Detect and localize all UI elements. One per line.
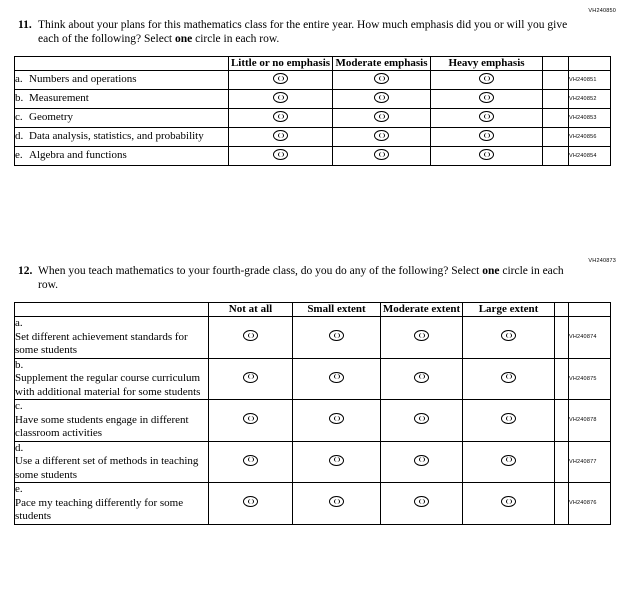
row-letter: b. — [15, 358, 24, 371]
question-12-corner-id: VH240873 — [588, 258, 616, 264]
row-label-geometry — [15, 109, 229, 128]
radio-bubble-icon[interactable] — [329, 455, 344, 466]
row-letter: a. — [15, 73, 23, 86]
option-moderate-emphasis[interactable] — [333, 71, 431, 90]
table-row — [15, 90, 611, 109]
option-moderate-extent[interactable] — [381, 317, 463, 359]
radio-bubble-icon[interactable] — [243, 496, 258, 507]
row-letter: c. — [15, 400, 23, 412]
radio-bubble-icon[interactable] — [243, 372, 258, 383]
row-label-pace-my-teaching-differently — [15, 483, 209, 525]
option-small-extent[interactable] — [293, 317, 381, 359]
row-label-text: Supplement the regular course curriculum with additional material for some students — [15, 372, 201, 398]
question-11-table — [14, 56, 611, 166]
question-11-text-part2: circle in each row. — [192, 33, 280, 45]
radio-bubble-icon[interactable] — [501, 413, 516, 424]
option-moderate-extent[interactable] — [381, 358, 463, 400]
radio-bubble-icon[interactable] — [329, 372, 344, 383]
row-label-text: Set different achievement standards for some students — [15, 330, 188, 356]
option-small-extent[interactable] — [293, 358, 381, 400]
row-trailing-cell — [543, 71, 569, 90]
row-item-id: VH240853 — [569, 109, 611, 128]
option-small-extent[interactable] — [293, 441, 381, 483]
row-item-id: VH240875 — [569, 358, 611, 400]
row-label-text: Numbers and operations — [29, 73, 137, 86]
option-heavy-emphasis[interactable] — [431, 109, 543, 128]
question-11-text — [38, 18, 610, 46]
row-trailing-cell — [555, 317, 569, 359]
option-little-or-no-emphasis[interactable] — [229, 90, 333, 109]
header-blank-cell — [15, 57, 229, 71]
row-item-id: VH240854 — [569, 147, 611, 166]
row-label-use-a-different-set-of-methods — [15, 441, 209, 483]
table-row — [15, 71, 611, 90]
row-letter: b. — [15, 92, 24, 105]
option-not-at-all[interactable] — [209, 441, 293, 483]
row-label-text: Pace my teaching differently for some students — [15, 496, 184, 522]
table-row — [15, 128, 611, 147]
radio-bubble-icon[interactable] — [329, 330, 344, 341]
row-label-text: Geometry — [29, 111, 73, 124]
header-id-spacer — [569, 303, 611, 317]
row-letter: e. — [15, 149, 23, 162]
column-header-moderate-extent: Moderate extent — [381, 303, 463, 317]
row-label-text: Measurement — [29, 92, 89, 105]
row-trailing-cell — [543, 90, 569, 109]
option-little-or-no-emphasis[interactable] — [229, 128, 333, 147]
radio-bubble-icon[interactable] — [374, 73, 389, 84]
option-moderate-emphasis[interactable] — [333, 128, 431, 147]
option-little-or-no-emphasis[interactable] — [229, 147, 333, 166]
table-row — [15, 317, 611, 359]
option-not-at-all[interactable] — [209, 400, 293, 442]
column-header-large-extent: Large extent — [463, 303, 555, 317]
header-trailing-cell — [543, 57, 569, 71]
row-item-id: VH240852 — [569, 90, 611, 109]
row-trailing-cell — [555, 400, 569, 442]
radio-bubble-icon[interactable] — [243, 455, 258, 466]
table-row — [15, 400, 611, 442]
row-trailing-cell — [555, 358, 569, 400]
row-trailing-cell — [543, 128, 569, 147]
row-trailing-cell — [543, 109, 569, 128]
row-label-text: Use a different set of methods in teaching some students — [15, 455, 199, 481]
table-row — [15, 358, 611, 400]
row-trailing-cell — [555, 441, 569, 483]
option-large-extent[interactable] — [463, 483, 555, 525]
question-12-table — [14, 302, 611, 525]
option-large-extent[interactable] — [463, 441, 555, 483]
row-item-id: VH240856 — [569, 128, 611, 147]
option-not-at-all[interactable] — [209, 317, 293, 359]
radio-bubble-icon[interactable] — [243, 413, 258, 424]
option-heavy-emphasis[interactable] — [431, 128, 543, 147]
option-not-at-all[interactable] — [209, 483, 293, 525]
row-label-data-analysis-statistics-and-probability — [15, 128, 229, 147]
table-row — [15, 441, 611, 483]
row-label-supplement-the-regular-course-curriculum — [15, 358, 209, 400]
row-label-measurement — [15, 90, 229, 109]
radio-bubble-icon[interactable] — [374, 130, 389, 141]
row-letter: c. — [15, 111, 23, 124]
radio-bubble-icon[interactable] — [273, 111, 288, 122]
radio-bubble-icon[interactable] — [329, 496, 344, 507]
row-letter: d. — [15, 441, 24, 454]
option-little-or-no-emphasis[interactable] — [229, 71, 333, 90]
radio-bubble-icon[interactable] — [501, 455, 516, 466]
header-blank-cell — [15, 303, 209, 317]
row-trailing-cell — [555, 483, 569, 525]
row-label-have-some-students-engage — [15, 400, 209, 442]
option-small-extent[interactable] — [293, 483, 381, 525]
radio-bubble-icon[interactable] — [414, 413, 429, 424]
row-label-text: Data analysis, statistics, and probability — [29, 130, 204, 143]
question-12-block — [14, 264, 610, 525]
question-11-corner-id: VH240850 — [588, 8, 616, 14]
question-11-text-part1: Think about your plans for this mathematics class for the entire year. How much emphasis did you or will you give each of the following? Select — [38, 19, 568, 45]
question-11-heading — [14, 18, 610, 46]
table-row — [15, 109, 611, 128]
radio-bubble-icon[interactable] — [243, 330, 258, 341]
radio-bubble-icon[interactable] — [479, 149, 494, 160]
radio-bubble-icon[interactable] — [374, 111, 389, 122]
row-letter: a. — [15, 317, 23, 329]
option-not-at-all[interactable] — [209, 358, 293, 400]
row-label-text: Have some students engage in different classroom activities — [15, 413, 189, 439]
option-heavy-emphasis[interactable] — [431, 90, 543, 109]
option-moderate-emphasis[interactable] — [333, 90, 431, 109]
header-trailing-cell — [555, 303, 569, 317]
question-11-text-bold: one — [175, 33, 193, 45]
option-heavy-emphasis[interactable] — [431, 147, 543, 166]
option-moderate-extent[interactable] — [381, 483, 463, 525]
radio-bubble-icon[interactable] — [273, 73, 288, 84]
table-header-row — [15, 303, 611, 317]
option-little-or-no-emphasis[interactable] — [229, 109, 333, 128]
radio-bubble-icon[interactable] — [501, 372, 516, 383]
column-header-not-at-all: Not at all — [209, 303, 293, 317]
table-row — [15, 147, 611, 166]
row-item-id: VH240877 — [569, 441, 611, 483]
question-12-text — [38, 264, 610, 292]
option-moderate-extent[interactable] — [381, 400, 463, 442]
radio-bubble-icon[interactable] — [501, 330, 516, 341]
question-12-heading — [14, 264, 610, 292]
radio-bubble-icon[interactable] — [501, 496, 516, 507]
radio-bubble-icon[interactable] — [273, 149, 288, 160]
row-letter: d. — [15, 130, 24, 143]
radio-bubble-icon[interactable] — [374, 149, 389, 160]
radio-bubble-icon[interactable] — [273, 92, 288, 103]
question-11-block — [14, 18, 610, 166]
radio-bubble-icon[interactable] — [414, 455, 429, 466]
row-trailing-cell — [543, 147, 569, 166]
column-header-little-or-no-emphasis: Little or no emphasis — [229, 57, 333, 71]
radio-bubble-icon[interactable] — [414, 372, 429, 383]
question-12-text-bold: one — [482, 265, 500, 277]
column-header-moderate-emphasis: Moderate emphasis — [333, 57, 431, 71]
row-label-text: Algebra and functions — [29, 149, 127, 162]
header-id-spacer — [569, 57, 611, 71]
row-item-id: VH240878 — [569, 400, 611, 442]
radio-bubble-icon[interactable] — [479, 111, 494, 122]
row-item-id: VH240874 — [569, 317, 611, 359]
radio-bubble-icon[interactable] — [479, 92, 494, 103]
radio-bubble-icon[interactable] — [414, 496, 429, 507]
column-header-small-extent: Small extent — [293, 303, 381, 317]
table-row — [15, 483, 611, 525]
radio-bubble-icon[interactable] — [479, 73, 494, 84]
row-letter: e. — [15, 483, 23, 495]
option-small-extent[interactable] — [293, 400, 381, 442]
option-heavy-emphasis[interactable] — [431, 71, 543, 90]
row-item-id: VH240876 — [569, 483, 611, 525]
column-header-heavy-emphasis: Heavy emphasis — [431, 57, 543, 71]
option-moderate-extent[interactable] — [381, 441, 463, 483]
row-label-set-different-achievement-standards — [15, 317, 209, 359]
radio-bubble-icon[interactable] — [374, 92, 389, 103]
row-item-id: VH240851 — [569, 71, 611, 90]
row-label-numbers-and-operations — [15, 71, 229, 90]
question-11-number: 11. — [18, 19, 32, 31]
option-large-extent[interactable] — [463, 317, 555, 359]
row-label-algebra-and-functions — [15, 147, 229, 166]
option-large-extent[interactable] — [463, 400, 555, 442]
radio-bubble-icon[interactable] — [479, 130, 494, 141]
option-moderate-emphasis[interactable] — [333, 109, 431, 128]
radio-bubble-icon[interactable] — [329, 413, 344, 424]
question-12-text-part1: When you teach mathematics to your fourth-grade class, do you do any of the following? Select — [38, 265, 483, 277]
question-12-text-part2: circle in each row. — [38, 265, 564, 291]
option-moderate-emphasis[interactable] — [333, 147, 431, 166]
radio-bubble-icon[interactable] — [414, 330, 429, 341]
radio-bubble-icon[interactable] — [273, 130, 288, 141]
question-12-number: 12. — [18, 265, 33, 277]
option-large-extent[interactable] — [463, 358, 555, 400]
table-header-row — [15, 57, 611, 71]
